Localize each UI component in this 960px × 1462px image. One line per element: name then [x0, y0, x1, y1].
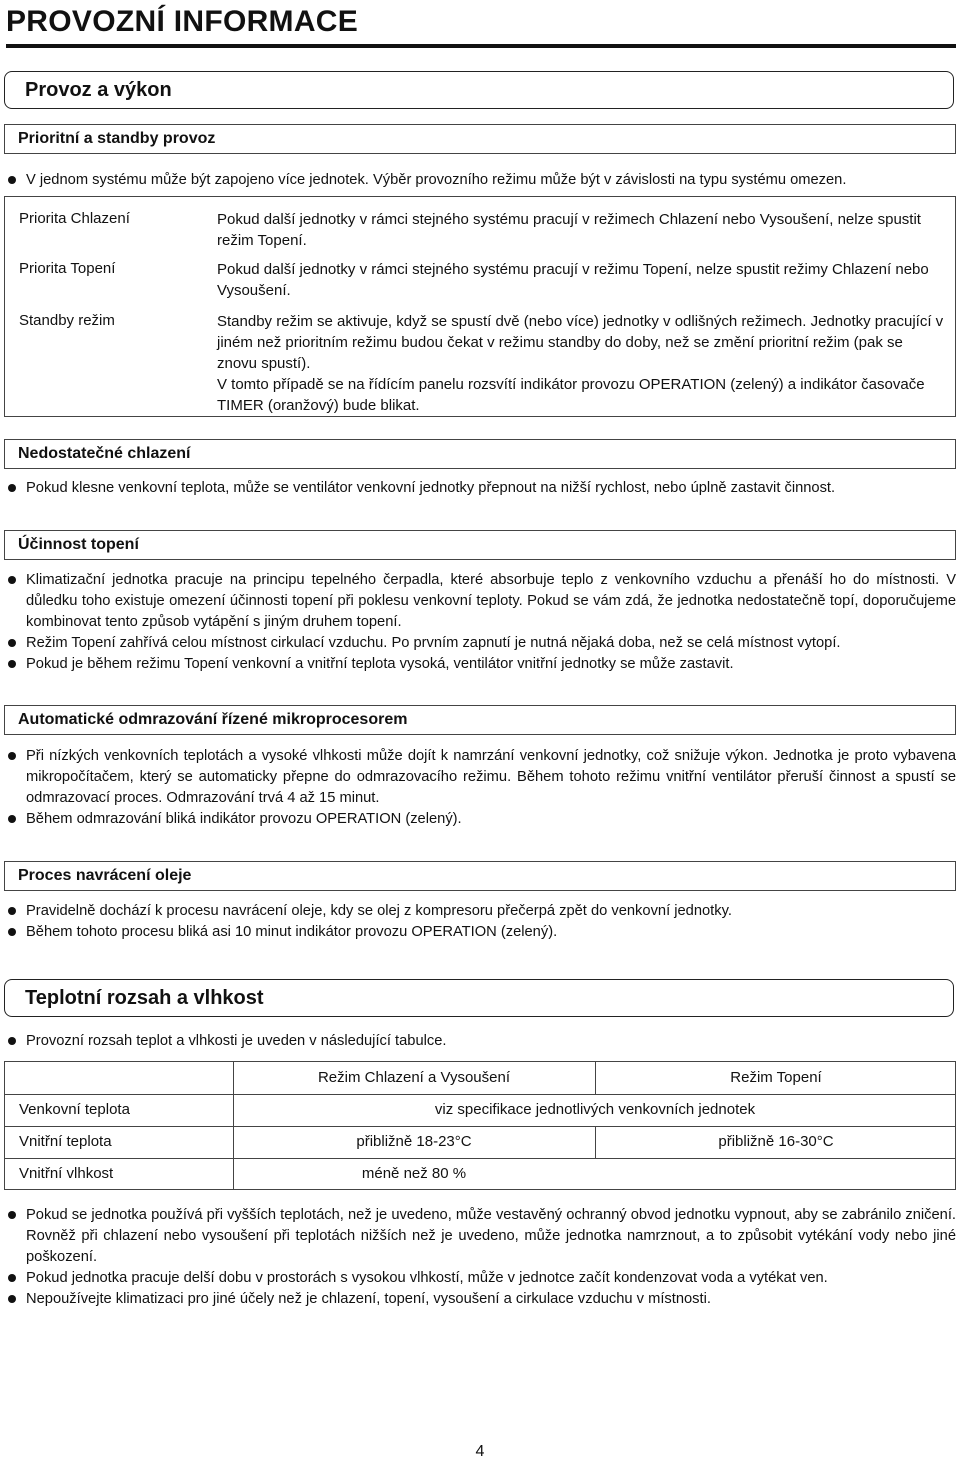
table-cell: viz specifikace jednotlivých venkovních jednotek	[434, 1101, 756, 1118]
subsection-heading-auto-defrost: Automatické odmrazování řízené mikroprocesorem	[4, 705, 956, 735]
table-divider	[5, 1094, 955, 1095]
subsection-heading-heating-efficiency: Účinnost topení	[4, 530, 956, 560]
title-rule	[6, 44, 956, 48]
priority-label: Standby režim	[19, 312, 115, 329]
subsection-heading-insufficient-cooling: Nedostatečné chlazení	[4, 439, 956, 469]
priority-description: Pokud další jednotky v rámci stejného systému pracují v režimu Topení, nelze spustit režimy Chlazení nebo Vysoušení.	[217, 261, 929, 299]
section-heading-range: Teplotní rozsah a vlhkost	[4, 979, 954, 1017]
table-header-heating: Režim Topení	[730, 1069, 822, 1086]
table-cell: přibližně 16-30°C	[718, 1133, 834, 1150]
page-title: PROVOZNÍ INFORMACE	[6, 5, 359, 38]
list-item: Klimatizační jednotka pracuje na principu tepelného čerpadla, které absorbuje teplo z venkovního vzduchu a přenáší ho do místnosti. V důledku toho existuje omezení účinnosti topení při poklesu venkovní teploty. Pokud se vám zdá, že jednotka nedostatečně topí, doporučujeme kombinovat tento způsob vytápění s jiným druhem topení.	[8, 570, 956, 633]
priority-label: Priorita Topení	[19, 260, 116, 277]
list-item: Nepoužívejte klimatizaci pro jiné účely než je chlazení, topení, vysoušení a cirkulace vzduchu v místnosti.	[8, 1289, 956, 1310]
oil-return-list	[8, 901, 956, 943]
list-item: Pokud jednotka pracuje delší dobu v prostorách s vysokou vlhkostí, může v jednotce začít kondenzovat voda a vytékat ven.	[8, 1268, 956, 1289]
table-cell: méně než 80 %	[361, 1165, 467, 1182]
insufficient-cooling-list	[8, 478, 956, 499]
subsection-heading-priority-standby: Prioritní a standby provoz	[4, 124, 956, 154]
table-row-label: Venkovní teplota	[19, 1101, 130, 1118]
list-item: V jednom systému může být zapojeno více jednotek. Výběr provozního režimu může být v závislosti na typu systému omezen.	[8, 170, 956, 191]
list-item: Pokud se jednotka používá při vyšších teplotách, než je uvedeno, může vestavěný ochranný obvod jednotku vypnout, aby se zabránilo zničení. Rovněž při chlazení nebo vysoušení při teplotách nižších než je uvedeno, může jednotka namrznout, a to způsobit vytékání vody nebo jiné poškození.	[8, 1205, 956, 1268]
page-number: 4	[475, 1443, 485, 1460]
standby-description-part1: Standby režim se aktivuje, když se spustí dvě (nebo více) jednotky v odlišných režimech. Jednotky pracující v jiném než prioritním režimu budou čekat v režimu standby do doby, než se změní prioritní režim (pak se znovu spustí).	[217, 313, 944, 372]
standby-description-part2: V tomto případě se na řídícím panelu rozsvítí indikátor provozu OPERATION (zelený) a indikátor časovače TIMER (oranžový) bude blikat.	[217, 376, 925, 414]
list-item: Provozní rozsah teplot a vlhkosti je uveden v následující tabulce.	[8, 1031, 956, 1052]
priority-mode-table	[4, 196, 956, 417]
list-item: Během odmrazování bliká indikátor provozu OPERATION (zelený).	[8, 809, 956, 830]
subsection-heading-oil-return: Proces navrácení oleje	[4, 861, 956, 891]
list-item: Pokud klesne venkovní teplota, může se ventilátor venkovní jednotky přepnout na nižší rychlost, nebo úplně zastavit činnost.	[8, 478, 956, 499]
range-notes-list	[8, 1205, 956, 1310]
auto-defrost-list	[8, 746, 956, 830]
priority-intro-list	[8, 170, 956, 191]
operating-range-table	[4, 1061, 956, 1190]
section-heading-operation: Provoz a výkon	[4, 71, 954, 109]
priority-description: Pokud další jednotky v rámci stejného systému pracují v režimech Chlazení nebo Vysoušení, nelze spustit režim Topení.	[217, 211, 921, 249]
table-header-cooling: Režim Chlazení a Vysoušení	[317, 1069, 511, 1086]
table-row-label: Vnitřní vlhkost	[19, 1165, 114, 1182]
list-item: Během tohoto procesu bliká asi 10 minut indikátor provozu OPERATION (zelený).	[8, 922, 956, 943]
heating-efficiency-list	[8, 570, 956, 675]
range-intro-list	[8, 1031, 956, 1052]
table-cell: přibližně 18-23°C	[356, 1133, 472, 1150]
list-item: Pravidelně dochází k procesu navrácení oleje, kdy se olej z kompresoru přečerpá zpět do venkovní jednotky.	[8, 901, 956, 922]
table-row-label: Vnitřní teplota	[19, 1133, 112, 1150]
table-divider	[5, 1126, 955, 1127]
list-item: Pokud je během režimu Topení venkovní a vnitřní teplota vysoká, ventilátor vnitřní jednotky se může zastavit.	[8, 654, 956, 675]
priority-label: Priorita Chlazení	[19, 210, 130, 227]
list-item: Režim Topení zahřívá celou místnost cirkulací vzduchu. Po prvním zapnutí je nutná nějaká doba, než se celá místnost vytopí.	[8, 633, 956, 654]
table-divider	[5, 1158, 955, 1159]
priority-description	[217, 311, 947, 416]
list-item: Při nízkých venkovních teplotách a vysoké vlhkosti může dojít k namrzání venkovní jednotky, což snižuje výkon. Jednotka je proto vybavena mikropočítačem, který se automaticky přepne do odmrazovacího režimu. Během tohoto režimu vnitřní ventilátor přeruší činnost a spustí se odmrazovací proces. Odmrazování trvá 4 až 15 minut.	[8, 746, 956, 809]
